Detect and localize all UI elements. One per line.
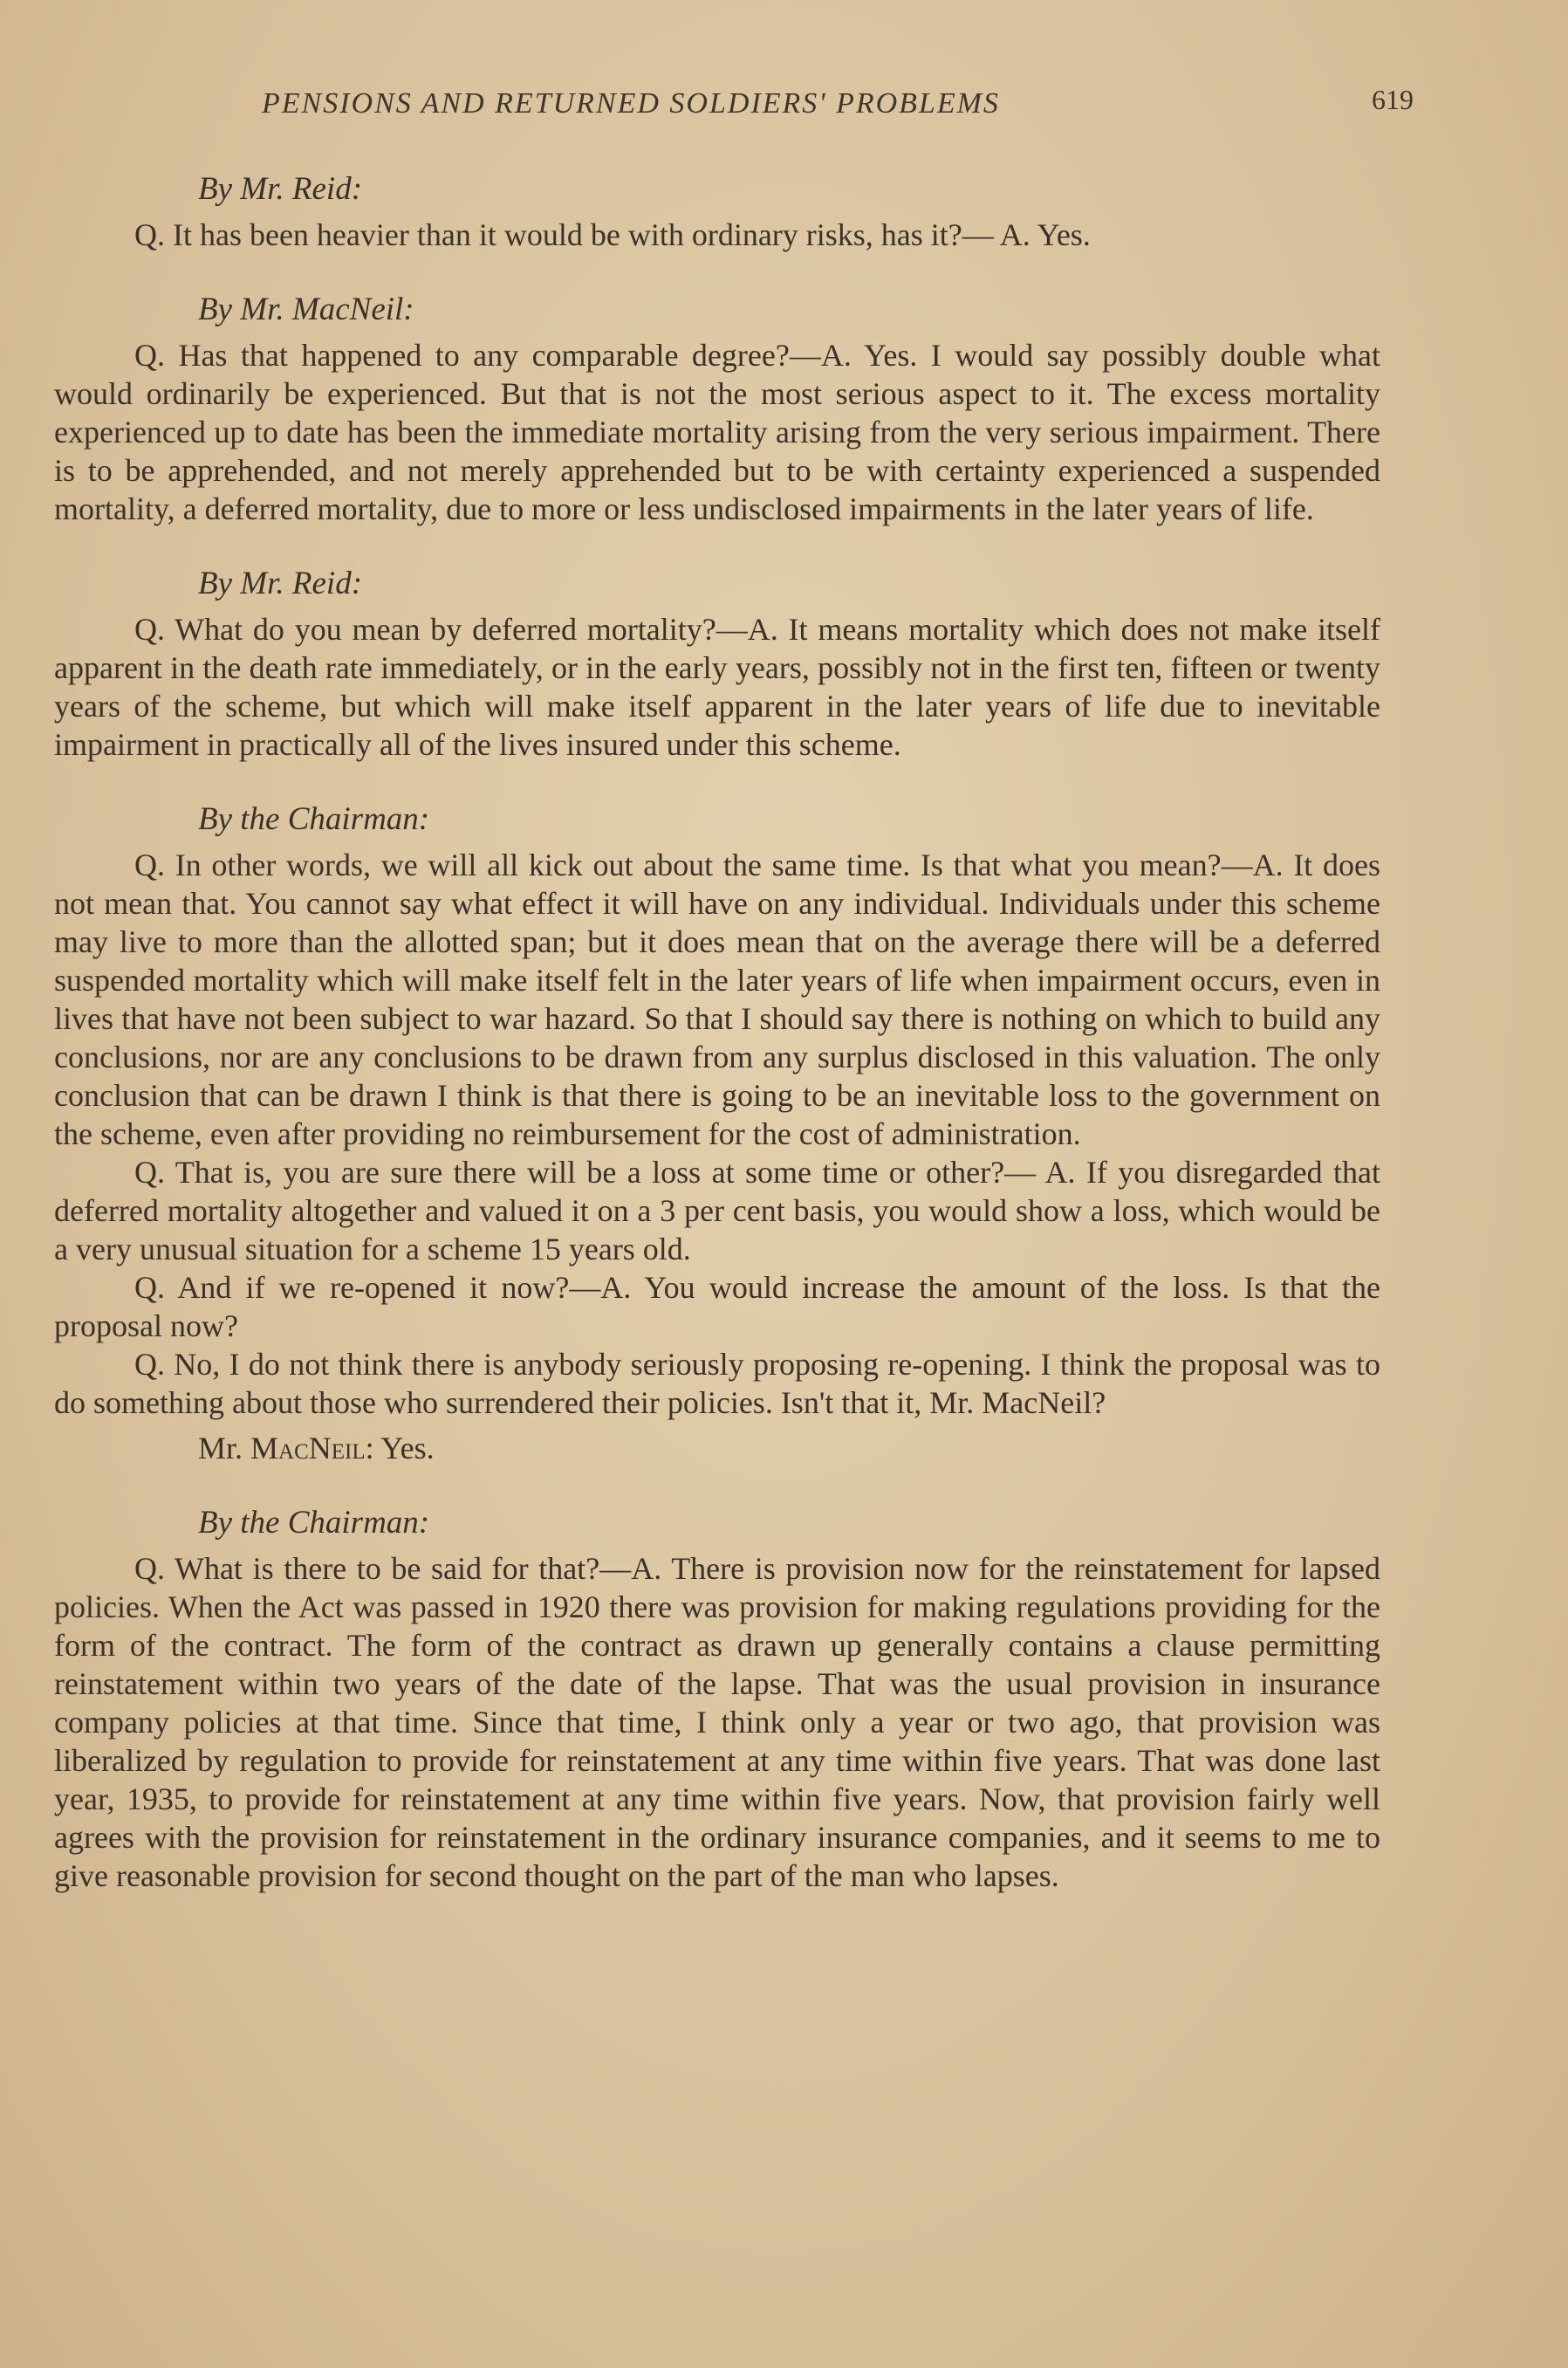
running-head [262, 84, 1414, 140]
exchange-paragraph: Q. In other words, we will all kick out about the same time. Is that what you mean?—A. It does not mean that. You cannot say what effect it will have on any individual. Individuals under this scheme may live to more than the allotted span; but it does mean that on the average there will be a deferred suspended mortality which will make itself felt in the later years of life when impairment occurs, even in lives that have not been subject to war hazard. So that I should say there is nothing on which to build any conclusions, nor are any conclusions to be drawn from any surplus disclosed in this valuation. The only conclusion that can be drawn I think is that there is going to be an inevitable loss to the government on the scheme, even after providing no reimbursement for the cost of administration. [54, 848, 1380, 1151]
exchange-paragraph: Q. Has that happened to any comparable degree?—A. Yes. I would say possibly double what would ordinarily be experienced. But that is not the most serious aspect to it. The excess mortality experienced up to date has been the immediate mortality arising from the very serious impairment. There is to be apprehended, and not merely apprehended but to be with certainty experienced a suspended mortality, a deferred mortality, due to more or less undisclosed impairments in the later years of life. [54, 338, 1380, 526]
remark-speaker: MacNeil [250, 1431, 366, 1465]
speaker-heading: By Mr. Reid: [198, 171, 363, 207]
exchange-paragraph: Q. No, I do not think there is anybody seriously proposing re-opening. I think the proposal was to do something about those who surrendered their policies. Isn't that it, Mr. MacNeil? [54, 1347, 1380, 1420]
exchange-section [54, 565, 1380, 764]
speaker-heading: By Mr. MacNeil: [198, 292, 414, 327]
speaker-heading: By the Chairman: [198, 1505, 430, 1541]
exchange-paragraph: Q. And if we re-opened it now?—A. You would increase the amount of the loss. Is that the proposal now? [54, 1270, 1380, 1343]
speaker-heading: By the Chairman: [198, 801, 430, 837]
running-title: PENSIONS AND RETURNED SOLDIERS' PROBLEMS [262, 87, 1000, 120]
transcript-body [54, 170, 1380, 1932]
speaker-heading: By Mr. Reid: [198, 566, 363, 601]
exchange-section [54, 170, 1380, 254]
exchange-section [54, 1504, 1380, 1895]
remark-prefix: Mr. [198, 1431, 251, 1465]
exchange-paragraph: Q. It has been heavier than it would be with ordinary risks, has it?— A. Yes. [134, 217, 1091, 252]
exchange-section [54, 291, 1380, 528]
member-remark [54, 1429, 1380, 1467]
exchange-paragraph: Q. That is, you are sure there will be a loss at some time or other?— A. If you disregarded that deferred mortality altogether and valued it on a 3 per cent basis, you would show a loss, which would be a very unusual situation for a scheme 15 years old. [54, 1155, 1380, 1266]
exchange-section [54, 800, 1380, 1467]
remark-text: : Yes. [365, 1431, 435, 1465]
exchange-paragraph: Q. What do you mean by deferred mortality?—A. It means mortality which does not make itself apparent in the death rate immediately, or in the early years, possibly not in the first ten, fifteen or twenty years of the scheme, but which will make itself apparent in the later years of life due to inevitable impairment in practically all of the lives insured under this scheme. [54, 612, 1380, 762]
page-number: 619 [1372, 84, 1414, 115]
exchange-paragraph: Q. What is there to be said for that?—A. There is provision now for the reinstatement for lapsed policies. When the Act was passed in 1920 there was provision for making regulations providing for the form of the contract. The form of the contract as drawn up generally contains a clause permitting reinstatement within two years of the date of the lapse. That was the usual provision in insurance company policies at that time. Since that time, I think only a year or two ago, that provision was liberalized by regulation to provide for reinstatement at any time within five years. That was done last year, 1935, to provide for reinstatement at any time within five years. Now, that provision fairly well agrees with the provision for reinstatement in the ordinary insurance companies, and it seems to me to give reasonable provision for second thought on the part of the man who lapses. [54, 1551, 1380, 1893]
